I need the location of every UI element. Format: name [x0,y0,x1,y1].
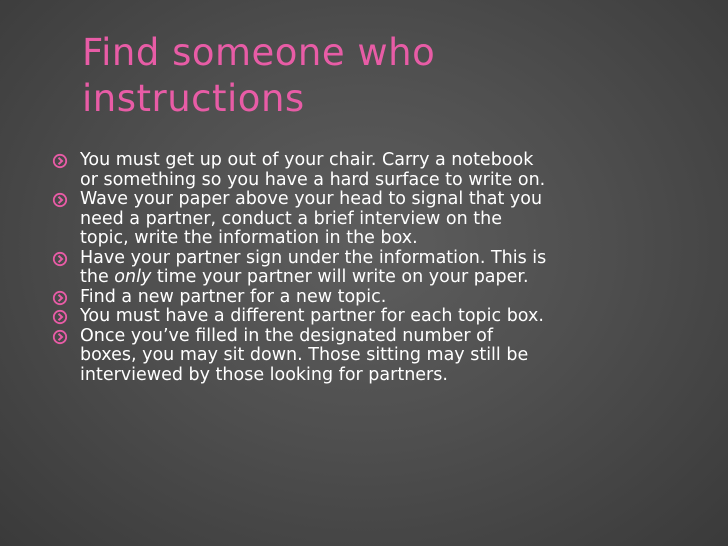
slide-title [82,30,702,122]
bullet-3-line-1: Have your partner sign under the information. This is [80,247,547,268]
bullet-6-line-2: boxes, you may sit down. Those sitting may still be [80,345,529,365]
bullet-2-line-1: Wave your paper above your head to signal that you [80,189,543,209]
circle-arrow-icon [52,329,68,345]
bullet-item-5 [52,307,712,327]
bullet-item-3 [52,249,712,288]
circle-arrow-icon [52,192,68,208]
circle-arrow-icon [52,251,68,267]
bullet-item-4 [52,288,712,308]
bullet-6-line-3: interviewed by those looking for partners. [80,364,448,385]
bullet-3-emphasis: only [114,267,152,287]
bullet-item-1 [52,151,712,190]
circle-arrow-icon [52,290,68,306]
bullet-1-line-2: or something so you have a hard surface to write on. [80,169,546,190]
title-line-2: instructions [82,77,305,120]
bullet-6-line-1: Once you’ve filled in the designated number of [80,325,494,346]
bullet-item-6 [52,327,712,386]
bullet-1-line-1: You must get up out of your chair. Carry a notebook [80,150,534,170]
instruction-list [52,151,712,385]
bullet-4-line-1: Find a new partner for a new topic. [80,286,387,307]
bullet-2-line-3: topic, write the information in the box. [80,228,418,248]
bullet-3-text-pre: the [80,267,115,287]
bullet-2-line-2: need a partner, conduct a brief interview on the [80,208,502,229]
title-line-1: Find someone who [82,31,436,74]
bullet-3-text-post: time your partner will write on your paper. [151,267,529,287]
bullet-item-2 [52,190,712,249]
bullet-3-line-2 [80,268,712,288]
circle-arrow-icon [52,309,68,325]
bullet-5-line-1: You must have a different partner for each topic box. [80,306,544,326]
circle-arrow-icon [52,153,68,169]
